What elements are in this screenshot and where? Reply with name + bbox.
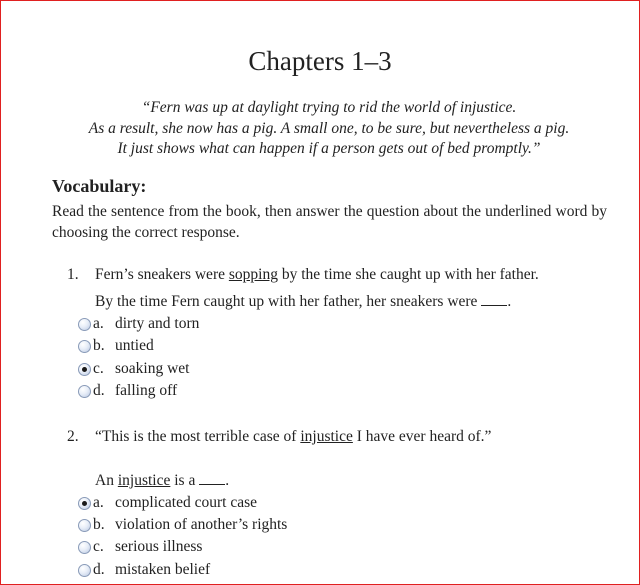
quote-line: “Fern was up at daylight trying to rid the world of injustice. bbox=[141, 99, 517, 116]
sentence-text: by the time she caught up with her father. bbox=[277, 266, 539, 283]
prompt-text: is a bbox=[170, 472, 200, 489]
epigraph-quote bbox=[0, 98, 640, 160]
option-letter: b. bbox=[93, 516, 105, 533]
option-letter: a. bbox=[93, 494, 104, 511]
sentence-text: “This is the most terrible case of bbox=[95, 428, 301, 445]
radio-button[interactable] bbox=[78, 519, 91, 532]
instructions-text: Read the sentence from the book, then answer the question about the underlined word by choosing the correct response. bbox=[52, 203, 607, 241]
question-sentence bbox=[95, 265, 539, 285]
question-prompt bbox=[95, 292, 511, 312]
radio-button[interactable] bbox=[78, 564, 91, 577]
option-letter: d. bbox=[93, 382, 105, 399]
quote-line: As a result, she now has a pig. A small one, to be sure, but nevertheless a pig. bbox=[88, 119, 570, 137]
question-sentence bbox=[95, 427, 491, 447]
option-text: violation of another’s rights bbox=[115, 516, 288, 533]
option-letter: a. bbox=[93, 315, 104, 332]
vocab-word: injustice bbox=[117, 472, 171, 489]
answer-blank bbox=[481, 293, 507, 306]
option-text: dirty and torn bbox=[115, 315, 200, 332]
option-text: soaking wet bbox=[115, 360, 190, 377]
option-2b[interactable] bbox=[78, 515, 287, 535]
section-heading: Vocabulary: bbox=[52, 176, 147, 196]
radio-button[interactable] bbox=[78, 541, 91, 554]
option-letter: c. bbox=[93, 360, 104, 377]
option-1b[interactable] bbox=[78, 336, 154, 356]
option-text: falling off bbox=[115, 382, 178, 399]
option-letter: c. bbox=[93, 538, 104, 555]
answer-blank bbox=[199, 472, 225, 485]
vocab-word: injustice bbox=[300, 428, 353, 445]
prompt-text: . bbox=[225, 472, 230, 489]
sentence-text: I have ever heard of.” bbox=[352, 428, 492, 445]
question-prompt bbox=[95, 471, 229, 491]
option-text: untied bbox=[115, 337, 154, 354]
quote-line: It just shows what can happen if a person gets out of bed promptly.” bbox=[117, 140, 541, 157]
radio-button[interactable] bbox=[78, 363, 91, 376]
option-1d[interactable] bbox=[78, 381, 177, 401]
page-title: Chapters 1–3 bbox=[248, 46, 392, 76]
radio-button[interactable] bbox=[78, 385, 91, 398]
option-text: complicated court case bbox=[115, 494, 258, 511]
option-1c[interactable] bbox=[78, 359, 189, 379]
radio-button[interactable] bbox=[78, 497, 91, 510]
option-text: serious illness bbox=[115, 538, 203, 555]
question-number: 1. bbox=[67, 266, 79, 283]
radio-button[interactable] bbox=[78, 340, 91, 353]
prompt-text: An bbox=[95, 472, 118, 489]
question-number: 2. bbox=[67, 428, 79, 445]
option-letter: b. bbox=[93, 337, 105, 354]
sentence-text: Fern’s sneakers were bbox=[95, 266, 229, 283]
prompt-text: . bbox=[507, 293, 512, 310]
vocab-word: sopping bbox=[228, 266, 278, 283]
option-letter: d. bbox=[93, 561, 105, 578]
option-text: mistaken belief bbox=[115, 561, 211, 578]
option-1a[interactable] bbox=[78, 314, 199, 334]
option-2c[interactable] bbox=[78, 537, 202, 557]
option-2d[interactable] bbox=[78, 560, 210, 580]
option-2a[interactable] bbox=[78, 493, 257, 513]
radio-button[interactable] bbox=[78, 318, 91, 331]
prompt-text: By the time Fern caught up with her father, her sneakers were bbox=[95, 293, 482, 310]
